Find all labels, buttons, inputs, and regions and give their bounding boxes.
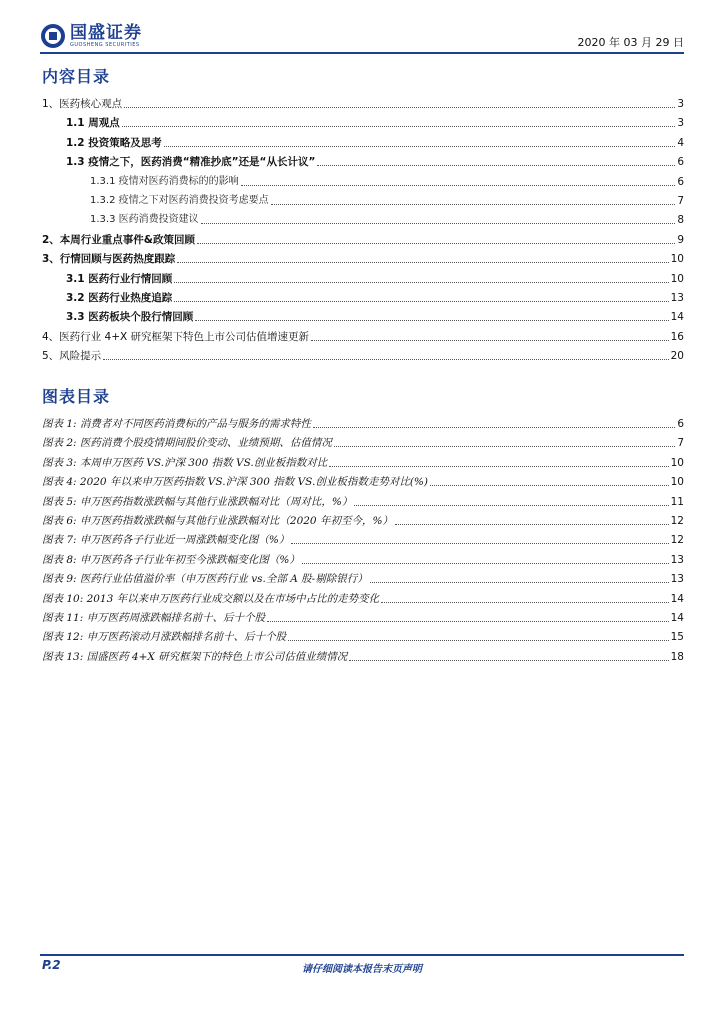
toc-entry[interactable] (40, 132, 684, 150)
entry-title: 图表 1: 消费者对不同医药消费标的产品与服务的需求特性 (42, 418, 311, 430)
figure-entry[interactable] (40, 646, 684, 664)
entry-title: 图表 6: 申万医药指数涨跌幅与其他行业涨跌幅对比（2020 年初至今，%） (42, 515, 393, 527)
dot-leader (271, 204, 676, 205)
entry-title: 1.3 疫情之下，医药消费“精准抄底”还是“从长计议” (66, 156, 316, 169)
entry-title: 图表 9: 医药行业估值溢价率（申万医药行业 vs.全部 A 股-剔除银行） (42, 573, 368, 586)
entry-page-number: 10 (670, 476, 684, 489)
entry-title: 1.3.2 疫情之下对医药消费投资考虑要点 (90, 195, 269, 206)
figure-entry[interactable] (40, 452, 684, 470)
entry-title: 3.3 医药板块个股行情回顾 (66, 311, 194, 324)
entry-title: 图表 3: 本周申万医药 VS.沪深 300 指数 VS.创业板指数对比 (42, 456, 328, 469)
entry-title: 1.2 投资策略及思考 (66, 136, 162, 149)
toc-entry[interactable] (40, 248, 684, 266)
dot-leader (349, 660, 668, 661)
entry-title: 图表 12: 申万医药滚动月涨跌幅排名前十、后十个股 (42, 631, 287, 644)
entry-page-number: 3 (677, 117, 684, 130)
entry-page-number: 3 (677, 98, 684, 110)
entry-title: 3、行情回顾与医药热度跟踪 (42, 253, 176, 266)
entry-page-number: 6 (677, 175, 684, 188)
toc-entry[interactable] (40, 268, 684, 286)
entry-page-number: 14 (670, 612, 684, 624)
entry-page-number: 9 (677, 233, 684, 246)
entry-page-number: 18 (670, 650, 684, 663)
entry-page-number: 7 (677, 195, 684, 207)
figure-entry[interactable] (40, 588, 684, 606)
figure-entry[interactable] (40, 607, 684, 625)
entry-title: 5、风险提示 (42, 350, 102, 363)
toc-entry[interactable] (40, 93, 684, 111)
entry-title: 1.1 周观点 (66, 117, 120, 130)
dot-leader (241, 185, 676, 186)
entry-title: 2、本周行业重点事件&政策回顾 (42, 233, 195, 246)
toc-entry[interactable] (40, 190, 684, 208)
figure-entry[interactable] (40, 529, 684, 547)
entry-page-number: 14 (670, 592, 684, 605)
dot-leader (164, 146, 676, 147)
logo-english-name: GUOSHENG SECURITIES (70, 41, 140, 48)
dot-leader (311, 340, 669, 341)
entry-page-number: 14 (670, 311, 684, 324)
dot-leader (124, 107, 675, 108)
entry-title: 3.2 医药行业热度追踪 (66, 292, 173, 304)
toc-entry[interactable] (40, 229, 684, 247)
toc-entry[interactable] (40, 345, 684, 363)
dot-leader (195, 320, 668, 321)
entry-page-number: 13 (670, 553, 684, 566)
dot-leader (103, 359, 668, 360)
page-number: P.2 (42, 958, 61, 972)
entry-page-number: 10 (670, 253, 684, 266)
entry-title: 图表 10: 2013 年以来申万医药行业成交额以及在市场中占比的走势变化 (42, 592, 380, 605)
entry-title: 4、医药行业 4+X 研究框架下特色上市公司估值增速更新 (42, 330, 310, 343)
logo-chinese-name: 国盛证券 (70, 22, 142, 43)
dot-leader (201, 223, 676, 224)
dot-leader (174, 301, 668, 302)
toc-entry[interactable] (40, 209, 684, 227)
entry-title: 图表 13: 国盛医药 4+X 研究框架下的特色上市公司估值业绩情况 (42, 650, 348, 663)
toc-entry[interactable] (40, 171, 684, 189)
figure-entry[interactable] (40, 568, 684, 586)
footer-divider (40, 954, 684, 956)
entry-page-number: 7 (677, 437, 684, 450)
entry-title: 图表 7: 申万医药各子行业近一周涨跌幅变化图（%） (42, 534, 290, 547)
toc-entry[interactable] (40, 151, 684, 169)
page-header (40, 20, 684, 54)
dot-leader (370, 582, 669, 583)
dot-leader (177, 262, 668, 263)
dot-leader (334, 446, 675, 447)
entry-title: 图表 11: 申万医药周涨跌幅排名前十、后十个股 (42, 612, 266, 624)
dot-leader (302, 563, 669, 564)
entry-title: 图表 2: 医药消费个股疫情期间股价变动、业绩预期、估值情况 (42, 437, 332, 450)
figures-title: 图表目录 (42, 387, 111, 406)
dot-leader (381, 602, 668, 603)
entry-page-number: 15 (670, 631, 684, 644)
figure-entry[interactable] (40, 432, 684, 450)
dot-leader (329, 466, 668, 467)
entry-title: 1.3.1 疫情对医药消费标的的影响 (90, 175, 239, 187)
entry-page-number: 13 (670, 573, 684, 586)
dot-leader (122, 126, 676, 127)
toc-entry[interactable] (40, 306, 684, 324)
dot-leader (354, 505, 668, 506)
dot-leader (317, 165, 675, 166)
figure-entry[interactable] (40, 413, 684, 431)
toc-entry[interactable] (40, 287, 684, 305)
figure-entry[interactable] (40, 491, 684, 509)
entry-title: 3.1 医药行业行情回顾 (66, 272, 173, 285)
entry-title: 图表 5: 申万医药指数涨跌幅与其他行业涨跌幅对比（周对比，%） (42, 495, 353, 508)
entry-page-number: 10 (670, 272, 684, 285)
entry-page-number: 6 (677, 418, 684, 430)
entry-page-number: 12 (670, 515, 684, 527)
footer-disclaimer: 请仔细阅读本报告末页声明 (302, 964, 422, 975)
entry-page-number: 6 (677, 156, 684, 169)
header-divider (40, 52, 684, 54)
entry-page-number: 4 (677, 136, 684, 149)
entry-page-number: 16 (670, 330, 684, 343)
dot-leader (313, 427, 675, 428)
toc-entry[interactable] (40, 326, 684, 344)
dot-leader (197, 243, 675, 244)
figure-entry[interactable] (40, 549, 684, 567)
company-logo (40, 20, 142, 52)
contents-title: 内容目录 (42, 67, 111, 86)
entry-page-number: 13 (670, 292, 684, 304)
dot-leader (288, 640, 669, 641)
figure-entry[interactable] (40, 471, 684, 489)
dot-leader (395, 524, 669, 525)
entry-title: 图表 8: 申万医药各子行业年初至今涨跌幅变化图（%） (42, 553, 300, 566)
entry-page-number: 10 (670, 456, 684, 469)
entry-page-number: 12 (670, 534, 684, 547)
entry-title: 图表 4: 2020 年以来申万医药指数 VS.沪深 300 指数 VS.创业板指数走势对比(%) (42, 476, 428, 489)
dot-leader (174, 282, 668, 283)
toc-entry[interactable] (40, 112, 684, 130)
dot-leader (267, 621, 669, 622)
entry-title: 1.3.3 医药消费投资建议 (90, 214, 199, 226)
dot-leader (291, 543, 668, 544)
report-date: 2020 年 03 月 29 日 (577, 36, 684, 49)
figure-entry[interactable] (40, 510, 684, 528)
figure-entry[interactable] (40, 626, 684, 644)
guosheng-logo-icon (40, 23, 66, 49)
entry-page-number: 11 (670, 495, 684, 508)
entry-title: 1、医药核心观点 (42, 98, 123, 110)
entry-page-number: 20 (670, 350, 684, 363)
entry-page-number: 8 (677, 214, 684, 227)
dot-leader (430, 485, 669, 486)
